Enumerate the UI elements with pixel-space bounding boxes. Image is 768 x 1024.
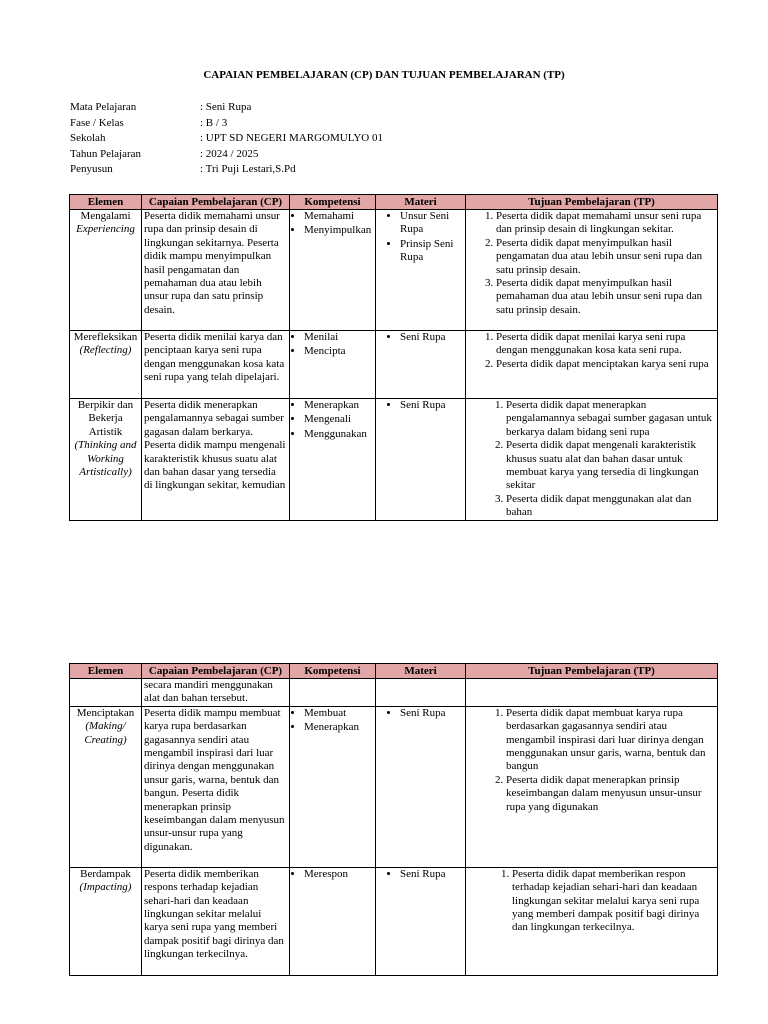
tp-item: 1. Peserta didik dapat membuat karya rupa berdasarkan gagasannya sendiri atau mengambil inspirasi dari luar dirinya dengan menggunakan unsur garis, warna, bentuk dan bangun — [506, 707, 715, 774]
kompetensi-item: • Menggunakan — [304, 428, 373, 441]
info-row — [70, 162, 383, 178]
cp-cell: Peserta didik menilai karya dan penciptaan karya seni rupa dengan menggunakan kosa kata seni rupa yang telah dipelajari. — [142, 331, 290, 399]
info-label: Fase / Kelas — [70, 116, 124, 129]
tp-item: 3. Peserta didik dapat menggunakan alat dan bahan — [506, 493, 715, 520]
kompetensi-item: • Mencipta — [304, 345, 373, 358]
info-row — [70, 131, 383, 147]
header-elemen: Elemen — [70, 664, 142, 679]
table-row — [70, 867, 718, 975]
kompetensi-item: • Membuat — [304, 707, 373, 720]
materi-cell — [376, 210, 466, 331]
elemen-name: Mengalami — [80, 210, 131, 222]
elemen-name: Merefleksikan — [73, 331, 138, 343]
tp-cell — [466, 867, 718, 975]
elemen-name-en: (Making/ Creating) — [84, 720, 127, 746]
elemen-name-en: Experiencing — [76, 223, 135, 236]
table-row — [70, 679, 718, 707]
kompetensi-item: • Mengenali — [304, 413, 373, 426]
info-label: Sekolah — [70, 132, 106, 144]
tp-item: 2. Peserta didik dapat menyimpulkan hasil pengamatan dua atau lebih unsur seni rupa dan satu prinsip desain. — [496, 237, 715, 277]
elemen-name-en: (Reflecting) — [79, 344, 132, 357]
kompetensi-item: • Menilai — [304, 331, 373, 344]
tp-item: 3. Peserta didik dapat menyimpulkan hasil pemahaman dua atau lebih unsur seni rupa dan satu prinsip desain. — [496, 277, 715, 317]
elemen-cell — [70, 867, 142, 975]
info-block — [70, 100, 383, 178]
table-header-row — [70, 195, 718, 210]
cp-cell: Peserta didik memahami unsur rupa dan prinsip desain di lingkungan sekitarnya. Peserta didik mampu menyimpulkan hasil pengamatan dan pemahaman dua atau lebih unsur rupa dan satu prinsip desain. — [142, 210, 290, 331]
tp-item: 2. Peserta didik dapat menerapkan prinsip keseimbangan dalam menyusun unsur-unsur rupa yang digunakan — [506, 774, 715, 814]
info-label: Tahun Pelajaran — [70, 147, 142, 160]
info-value: : UPT SD NEGERI MARGOMULYO 01 — [200, 132, 383, 144]
table-row — [70, 706, 718, 867]
tp-cell — [466, 706, 718, 867]
header-kompetensi: Kompetensi — [290, 195, 376, 210]
materi-cell — [376, 331, 466, 399]
materi-item: • Unsur Seni Rupa — [400, 210, 463, 237]
tp-cell — [466, 210, 718, 331]
table-row — [70, 331, 718, 399]
header-cp: Capaian Pembelajaran (CP) — [142, 664, 290, 679]
materi-cell — [376, 706, 466, 867]
elemen-name-en: (Impacting) — [79, 881, 132, 894]
tp-cell — [466, 399, 718, 521]
elemen-cell — [70, 210, 142, 331]
tp-item: 2. Peserta didik dapat menciptakan karya seni rupa — [496, 358, 715, 371]
cp-cell: Peserta didik menerapkan pengalamannya sebagai sumber gagasan dalam berkarya. Peserta didik mampu mengenali karakteristik khusus suatu alat dan bahan dasar yang tersedia di lingkungan sekitar, kemudian — [142, 399, 290, 521]
header-materi: Materi — [376, 195, 466, 210]
elemen-name-en: (Thinking and Working Artistically) — [74, 439, 137, 479]
table-row — [70, 399, 718, 521]
materi-item: • Prinsip Seni Rupa — [400, 238, 463, 265]
kompetensi-cell — [290, 210, 376, 331]
materi-item: • Seni Rupa — [400, 707, 463, 720]
header-elemen: Elemen — [70, 195, 142, 210]
kompetensi-item: • Merespon — [304, 868, 373, 881]
cp-cell: Peserta didik memberikan respons terhadap kejadian sehari-hari dan keadaan lingkungan sekitar melalui karya seni rupa yang memberi dampak positif bagi dirinya dan lingkungan terkecilnya. — [142, 867, 290, 975]
kompetensi-item: • Menerapkan — [304, 721, 373, 734]
materi-cell — [376, 679, 466, 707]
materi-item: • Seni Rupa — [400, 399, 463, 412]
header-kompetensi: Kompetensi — [290, 664, 376, 679]
elemen-name: Berdampak — [80, 867, 131, 880]
table-row — [70, 210, 718, 331]
materi-cell — [376, 867, 466, 975]
info-row — [70, 100, 383, 116]
info-value: : B / 3 — [200, 116, 228, 129]
table-header-row — [70, 664, 718, 679]
tp-item: 1. Peserta didik dapat menilai karya seni rupa dengan menggunakan kosa kata seni rupa. — [496, 331, 715, 358]
elemen-cell — [70, 399, 142, 521]
document-title: CAPAIAN PEMBELAJARAN (CP) DAN TUJUAN PEMBELAJARAN (TP) — [203, 69, 565, 81]
tp-item: 2. Peserta didik dapat mengenali karakteristik khusus suatu alat dan bahan dasar untuk membuat karya yang tersedia di lingkungan sekitar — [506, 439, 715, 493]
elemen-name: Menciptakan — [76, 706, 135, 719]
info-value: : Seni Rupa — [200, 101, 252, 113]
info-label: Mata Pelajaran — [70, 101, 137, 113]
header-cp: Capaian Pembelajaran (CP) — [142, 195, 290, 210]
info-row — [70, 147, 383, 163]
cp-cell: Peserta didik mampu membuat karya rupa berdasarkan gagasannya sendiri atau mengambil inspirasi dari luar dirinya dengan menggunakan unsur garis, warna, bentuk dan bangun. Peserta didik menerapkan prinsip keseimbangan dalam menyusun unsur-unsur rupa yang digunakan. — [142, 706, 290, 867]
cp-tp-table-1 — [69, 194, 718, 521]
tp-cell — [466, 331, 718, 399]
cp-tp-table-2 — [69, 663, 718, 976]
tp-cell — [466, 679, 718, 707]
kompetensi-cell — [290, 706, 376, 867]
kompetensi-item: • Menerapkan — [304, 399, 373, 412]
materi-cell — [376, 399, 466, 521]
cp-cell: secara mandiri menggunakan alat dan bahan tersebut. — [142, 679, 290, 707]
kompetensi-cell — [290, 399, 376, 521]
materi-item: • Seni Rupa — [400, 331, 463, 344]
materi-item: • Seni Rupa — [400, 868, 463, 881]
elemen-cell — [70, 679, 142, 707]
info-label: Penyusun — [70, 163, 113, 175]
kompetensi-cell — [290, 331, 376, 399]
info-value: : 2024 / 2025 — [200, 147, 259, 160]
tp-item: 1. Peserta didik dapat memberikan respon terhadap kejadian sehari-hari dan keadaan lingkungan sekitar melalui karya seni rupa yang memberi dampak positif bagi dirinya dan lingkungan terkecilnya. — [512, 868, 715, 935]
tp-item: 1. Peserta didik dapat memahami unsur seni rupa dan prinsip desain di lingkungan sekitar. — [496, 210, 715, 237]
elemen-name: Berpikir dan Bekerja Artistik — [77, 399, 134, 438]
kompetensi-item: • Memahami — [304, 210, 373, 223]
header-tp: Tujuan Pembelajaran (TP) — [466, 195, 718, 210]
tp-item: 1. Peserta didik dapat menerapkan pengalamannya sebagai sumber gagasan untuk berkarya dalam bidang seni rupa — [506, 399, 715, 439]
kompetensi-cell — [290, 867, 376, 975]
elemen-cell — [70, 331, 142, 399]
header-materi: Materi — [376, 664, 466, 679]
elemen-cell — [70, 706, 142, 867]
kompetensi-cell — [290, 679, 376, 707]
info-value: : Tri Puji Lestari,S.Pd — [200, 163, 296, 175]
header-tp: Tujuan Pembelajaran (TP) — [466, 664, 718, 679]
kompetensi-item: • Menyimpulkan — [304, 224, 373, 237]
info-row — [70, 116, 383, 132]
